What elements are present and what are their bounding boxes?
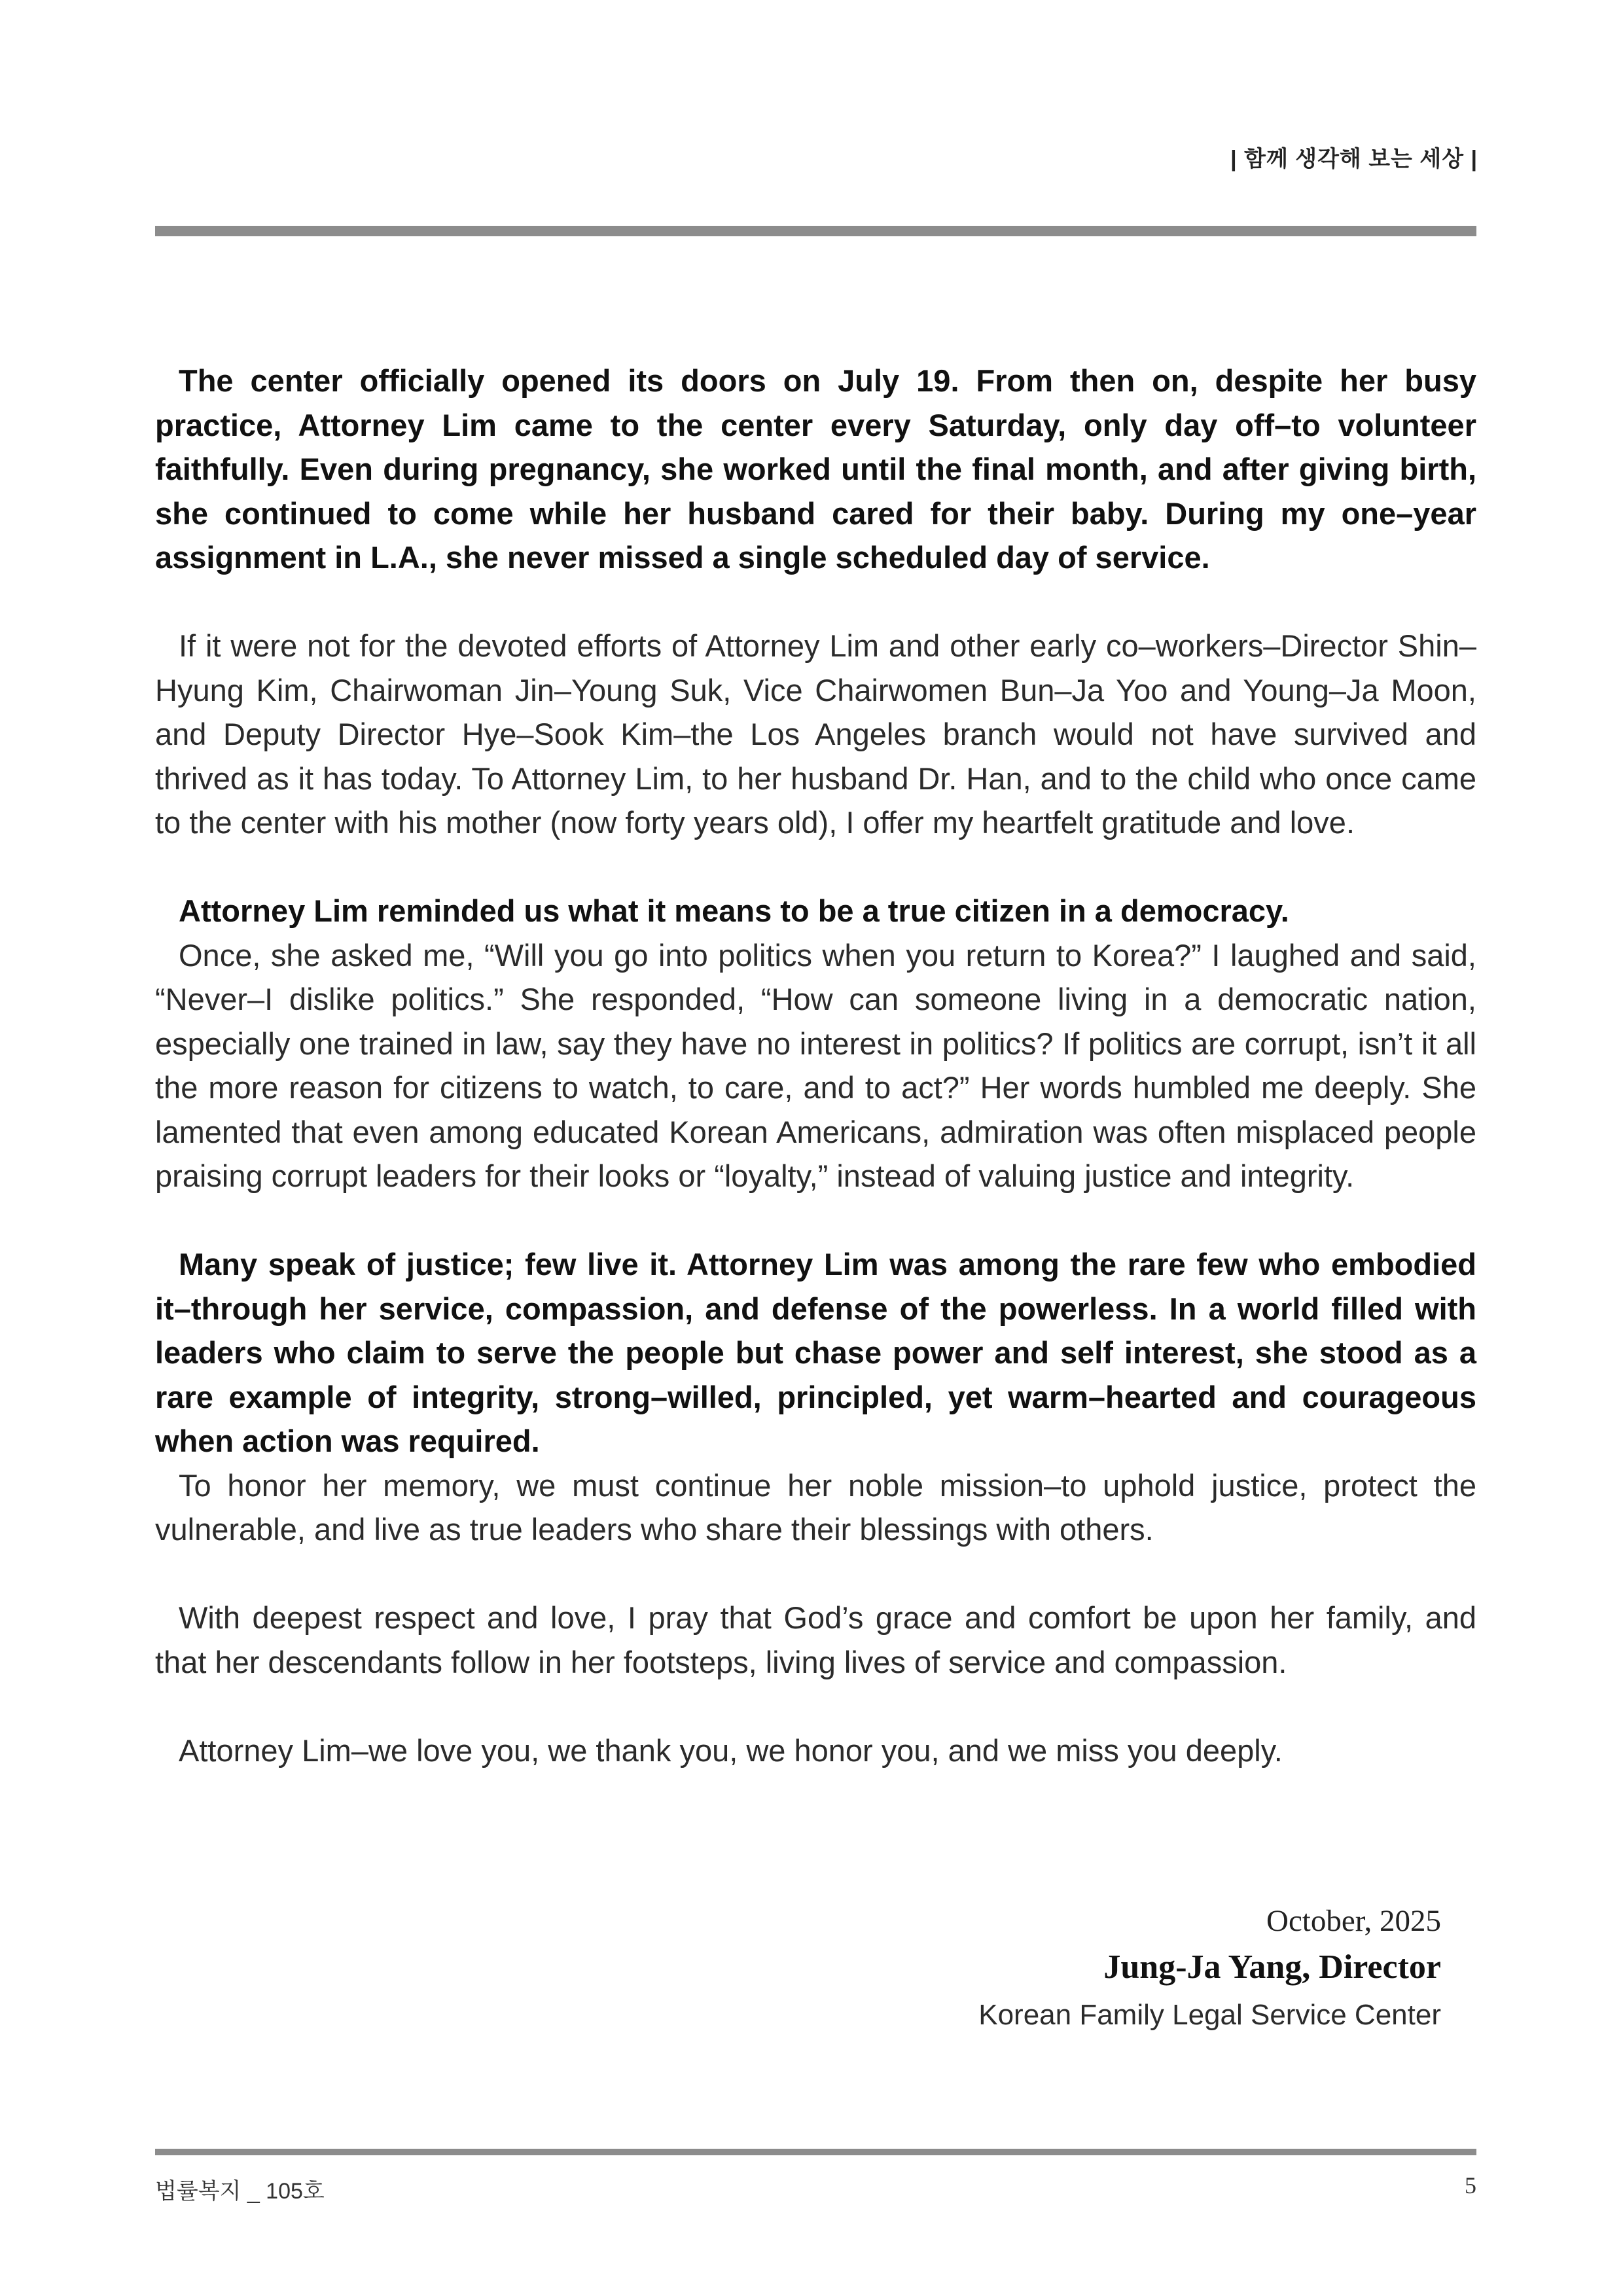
paragraph-prayer: With deepest respect and love, I pray that God’s grace and comfort be upon her family, and that her descendants follow in her footsteps, living lives of service and compassion. <box>155 1600 1476 1679</box>
article-body <box>155 359 1476 1772</box>
paragraph-honor-memory: To honor her memory, we must continue her noble mission–to uphold justice, protect the vulnerable, and live as true leaders who share their blessings with others. <box>155 1467 1476 1547</box>
signature-organization: Korean Family Legal Service Center <box>978 1999 1441 2031</box>
signature-name: Jung-Ja Yang, Director <box>1103 1948 1441 1986</box>
paragraph-farewell: Attorney Lim–we love you, we thank you, we honor you, and we miss you deeply. <box>179 1732 1283 1768</box>
paragraph-politics-conversation: Once, she asked me, “Will you go into politics when you return to Korea?” I laughed and said, “Never–I dislike politics.” She responded, “How can someone living in a democratic nation, especially one trained in law, say they have no interest in politics? If politics are corrupt, isn’t it all the more reason for citizens to watch, to care, and to act?” Her words humbled me deeply. She lamented that even among educated Korean Americans, admiration was often misplaced people praising corrupt leaders for their looks or “loyalty,” instead of valuing justice and integrity. <box>155 937 1476 1193</box>
header-divider <box>155 226 1476 236</box>
publication-label: 법률복지 _ 105호 <box>155 2179 325 2204</box>
paragraph-gratitude: If it were not for the devoted efforts of Attorney Lim and other early co–workers–Director Shin–Hyung Kim, Chairwoman Jin–Young Suk, Vice Chairwomen Bun–Ja Yoo and Young–Ja Moon, and Deputy Director Hye–Sook Kim–the Los Angeles branch would not have survived and thrived as it has today. To Attorney Lim, to her husband Dr. Han, and to the child who once came to the center with his mother (now forty years old), I offer my heartfelt gratitude and love. <box>155 628 1476 840</box>
paragraph-democracy-heading: Attorney Lim reminded us what it means to be a true citizen in a democracy. <box>179 893 1289 928</box>
section-header-label: | 함께 생각해 보는 세상 | <box>1230 147 1478 171</box>
footer-divider <box>155 2149 1476 2155</box>
signature-block <box>978 1898 1441 2039</box>
page-number: 5 <box>1465 2172 1476 2198</box>
signature-date: October, 2025 <box>1266 1904 1441 1938</box>
paragraph-justice: Many speak of justice; few live it. Attorney Lim was among the rare few who embodied it–through her service, compassion, and defense of the powerless. In a world filled with leaders who claim to serve the people but chase power and self interest, she stood as a rare example of integrity, strong–willed, principled, yet warm–hearted and courageous when action was required. <box>155 1247 1476 1458</box>
paragraph-center-opening: The center officially opened its doors on July 19. From then on, despite her busy practice, Attorney Lim came to the center every Saturday, only day off–to volunteer faithfully. Even during pregnancy, she worked until the final month, and after giving birth, she continued to come while her husband cared for their baby. During my one–year assignment in L.A., she never missed a single scheduled day of service. <box>155 363 1476 575</box>
